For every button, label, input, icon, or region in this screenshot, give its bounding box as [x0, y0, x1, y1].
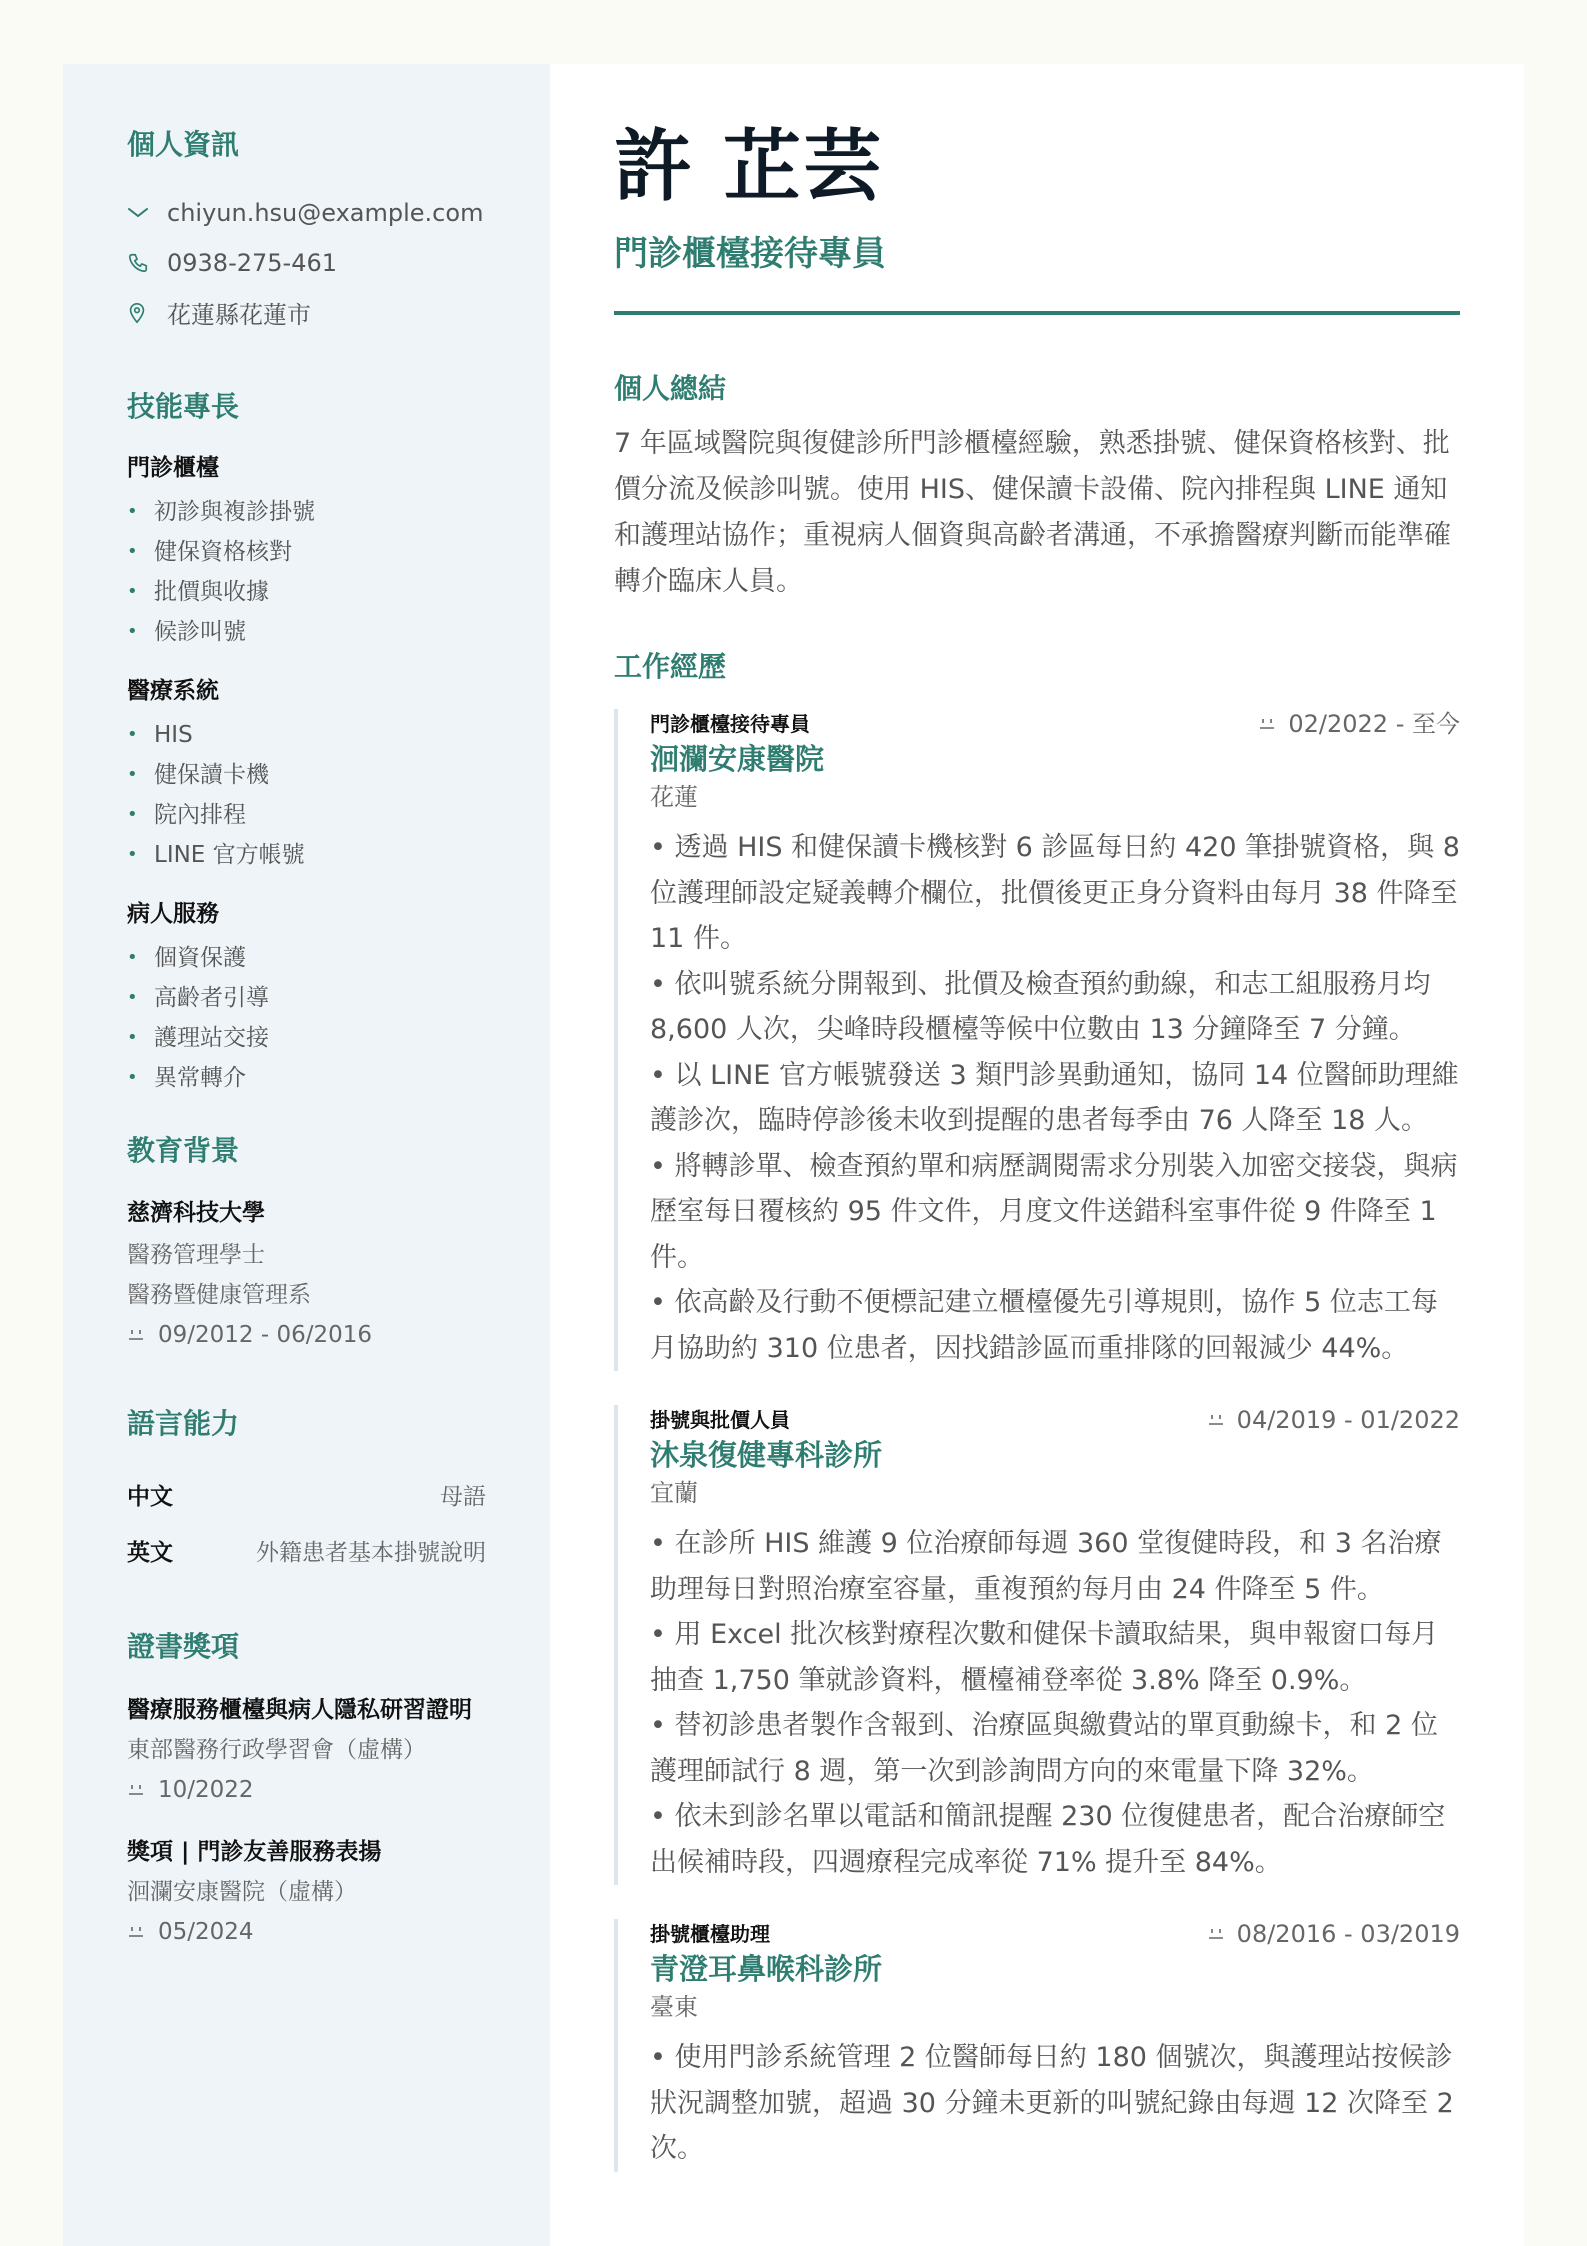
sidebar: [63, 64, 550, 2246]
education-dates: 09/2012 - 06/2016: [127, 1315, 550, 1355]
contact-section: [127, 128, 550, 338]
job-bullet: • 依未到診名單以電話和簡訊提醒 230 位復健患者，配合治療師空出候補時段，四週療程完成率從 71% 提升至 84%。: [650, 1801, 1446, 1878]
job-bullet: • 替初診患者製作含報到、治療區與繳費站的單頁動線卡，和 2 位護理師試行 8 週，第一次到診詢問方向的來電量下降 32%。: [650, 1710, 1438, 1787]
job-dates: 04/2019 - 01/2022: [1207, 1405, 1460, 1435]
skill-item: • 初診與複診掛號: [127, 499, 315, 526]
email-row[interactable]: [127, 188, 550, 238]
job-entry: [614, 1919, 1460, 2172]
job-dates: 02/2022 - 至今: [1258, 709, 1460, 739]
mail-icon: [127, 206, 167, 220]
location-row: [127, 288, 550, 338]
company-name: 沐泉復健專科診所: [650, 1438, 883, 1472]
skills-heading: 技能專長: [127, 389, 240, 423]
job-location: 花蓮: [650, 783, 698, 811]
skill-group-title: 醫療系統: [127, 678, 219, 705]
languages-section: [127, 1407, 550, 1579]
calendar-icon: [1207, 1927, 1237, 1941]
certs-heading: 證書獎項: [127, 1630, 240, 1664]
email-text[interactable]: chiyun.hsu@example.com: [167, 198, 484, 227]
language-name: 中文: [127, 1483, 173, 1510]
job-bullet: • 在診所 HIS 維護 9 位治療師每週 360 堂復健時段，和 3 名治療助理每日對照治療室容量，重複預約每月由 24 件降至 5 件。: [650, 1528, 1442, 1605]
education-heading: 教育背景: [127, 1134, 240, 1168]
skill-item: • 健保資格核對: [127, 539, 292, 566]
summary-text: 7 年區域醫院與復健診所門診櫃檯經驗，熟悉掛號、健保資格核對、批價分流及候診叫號。使用 HIS、健保讀卡設備、院內排程與 LINE 通知和護理站協作；重視病人個資與高齡者溝通，不承擔醫療判斷而能準確轉介臨床人員。: [614, 428, 1451, 597]
department: 醫務暨健康管理系: [127, 1281, 311, 1308]
job-dates: 08/2016 - 03/2019: [1207, 1919, 1460, 1949]
phone-text[interactable]: 0938-275-461: [167, 248, 338, 277]
job-bullets: [650, 1521, 1460, 1885]
calendar-icon: [1258, 717, 1288, 731]
calendar-icon: [1207, 1413, 1237, 1427]
skill-item: • 個資保護: [127, 945, 246, 972]
candidate-title: 門診櫃檯接待專員: [614, 234, 886, 274]
skill-item: • 批價與收據: [127, 579, 269, 606]
language-row: [127, 1522, 486, 1578]
cert-issuer: 東部醫務行政學習會（虛構）: [127, 1736, 426, 1763]
job-role: 掛號與批價人員: [650, 1408, 790, 1432]
summary-heading: 個人總結: [614, 372, 727, 405]
skill-item: • 高齡者引導: [127, 985, 269, 1012]
job-bullet: • 用 Excel 批次核對療程次數和健保卡讀取結果，與申報窗口每月抽查 1,750 筆就診資料，櫃檯補登率從 3.8% 降至 0.9%。: [650, 1619, 1439, 1696]
job-bullets: [650, 2035, 1460, 2172]
job-role: 門診櫃檯接待專員: [650, 712, 810, 736]
company-name: 洄瀾安康醫院: [650, 742, 825, 776]
location-text: 花蓮縣花蓮市: [167, 301, 311, 330]
job-entry: [614, 1405, 1460, 1885]
language-level: 外籍患者基本掛號說明: [256, 1539, 486, 1566]
skill-item: • LINE 官方帳號: [127, 842, 305, 869]
skill-item: • 健保讀卡機: [127, 762, 269, 789]
skill-item: • HIS: [127, 722, 193, 749]
job-bullets: [650, 825, 1460, 1371]
skill-item: • 院內排程: [127, 802, 246, 829]
education-section: [127, 1134, 550, 1355]
cert-date: 10/2022: [127, 1770, 550, 1810]
skill-group-title: 門診櫃檯: [127, 455, 219, 482]
phone-icon: [127, 252, 167, 274]
job-entry: [614, 709, 1460, 1371]
skill-item: • 護理站交接: [127, 1025, 269, 1052]
language-name: 英文: [127, 1539, 173, 1566]
location-pin-icon: [127, 302, 167, 324]
cert-title: 醫療服務櫃檯與病人隱私研習證明: [127, 1696, 472, 1723]
calendar-icon: [127, 1925, 158, 1939]
cert-title: 獎項 | 門診友善服務表揚: [127, 1838, 382, 1865]
candidate-name: 許 芷芸: [614, 122, 884, 212]
job-bullet: • 依高齡及行動不便標記建立櫃檯優先引導規則，協作 5 位志工每月協助約 310 位患者，因找錯診區而重排隊的回報減少 44%。: [650, 1287, 1438, 1364]
school-name: 慈濟科技大學: [127, 1199, 265, 1226]
job-location: 宜蘭: [650, 1479, 698, 1507]
experience-heading: 工作經歷: [614, 650, 727, 683]
calendar-icon: [127, 1783, 158, 1797]
skill-list: [127, 492, 550, 652]
job-bullet: • 透過 HIS 和健保讀卡機核對 6 診區每日約 420 筆掛號資格，與 8 位護理師設定疑義轉介欄位，批價後更正身分資料由每月 38 件降至 11 件。: [650, 832, 1460, 954]
job-bullet: • 使用門診系統管理 2 位醫師每日約 180 個號次，與護理站按候診狀況調整加號，超過 30 分鐘未更新的叫號紀錄由每週 12 次降至 2 次。: [650, 2042, 1454, 2164]
skill-item: • 候診叫號: [127, 619, 246, 646]
job-bullet: • 以 LINE 官方帳號發送 3 類門診異動通知，協同 14 位醫師助理維護診次，臨時停診後未收到提醒的患者每季由 76 人降至 18 人。: [650, 1059, 1459, 1136]
job-bullet: • 將轉診單、檢查預約單和病歷調閱需求分別裝入加密交接袋，與病歷室每日覆核約 95 件文件，月度文件送錯科室事件從 9 件降至 1 件。: [650, 1150, 1458, 1273]
main-content: [614, 122, 1460, 2206]
company-name: 青澄耳鼻喉科診所: [650, 1952, 883, 1986]
job-role: 掛號櫃檯助理: [650, 1922, 770, 1946]
skill-group-title: 病人服務: [127, 901, 219, 928]
certs-section: [127, 1630, 550, 1952]
phone-row[interactable]: [127, 238, 550, 288]
language-row: [127, 1466, 486, 1522]
cert-issuer: 洄瀾安康醫院（虛構）: [127, 1878, 357, 1905]
resume-page: [63, 64, 1524, 2246]
skill-list: [127, 715, 550, 875]
degree: 醫務管理學士: [127, 1241, 265, 1268]
calendar-icon: [127, 1328, 158, 1342]
skill-item: • 異常轉介: [127, 1065, 246, 1092]
cert-date: 05/2024: [127, 1912, 550, 1952]
skill-list: [127, 938, 550, 1098]
contact-heading: 個人資訊: [127, 128, 240, 161]
job-location: 臺東: [650, 1993, 698, 2021]
skills-section: [127, 390, 550, 1099]
header-divider: [614, 311, 1460, 315]
language-level: 母語: [440, 1483, 486, 1510]
job-bullet: • 依叫號系統分開報到、批價及檢查預約動線，和志工組服務月均 8,600 人次，尖峰時段櫃檯等候中位數由 13 分鐘降至 7 分鐘。: [650, 968, 1431, 1045]
languages-heading: 語言能力: [127, 1406, 240, 1440]
